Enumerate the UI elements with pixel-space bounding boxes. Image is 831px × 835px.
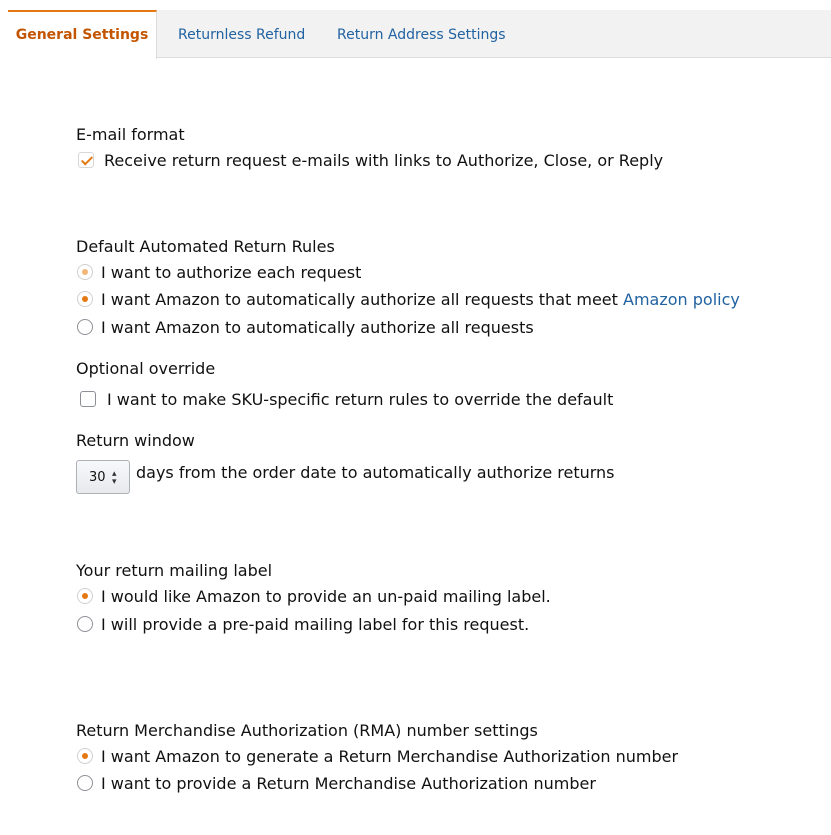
- sku-override-label: I want to make SKU-specific return rules to override the default: [107, 390, 614, 409]
- auto-authorize-all-radio[interactable]: [77, 319, 93, 335]
- sku-override-checkbox[interactable]: [80, 391, 96, 407]
- tab-return-address-settings[interactable]: Return Address Settings: [337, 27, 506, 43]
- auto-authorize-policy-text: I want Amazon to automatically authorize all requests that meet: [101, 290, 618, 309]
- unpaid-label-radio[interactable]: [77, 588, 93, 604]
- return-window-days-select[interactable]: [76, 460, 130, 494]
- email-links-label: Receive return request e-mails with links to Authorize, Close, or Reply: [104, 151, 664, 170]
- email-links-checkbox[interactable]: [78, 152, 94, 168]
- unpaid-label-label: I would like Amazon to provide an un-paid mailing label.: [101, 587, 551, 606]
- amazon-policy-link[interactable]: Amazon policy: [623, 290, 740, 309]
- return-window-days-value: 30: [89, 470, 106, 485]
- mailing-label-heading: Your return mailing label: [76, 561, 273, 580]
- rma-heading: Return Merchandise Authorization (RMA) number settings: [76, 721, 538, 740]
- rma-self-provide-label: I want to provide a Return Merchandise Authorization number: [101, 774, 596, 793]
- authorize-each-request-label: I want to authorize each request: [101, 263, 362, 282]
- select-arrows-icon: ▴ ▾: [112, 469, 117, 487]
- default-rules-heading: Default Automated Return Rules: [76, 237, 335, 256]
- auto-authorize-all-label: I want Amazon to automatically authorize all requests: [101, 318, 534, 337]
- rma-self-provide-radio[interactable]: [77, 775, 93, 791]
- rma-amazon-generate-label: I want Amazon to generate a Return Merchandise Authorization number: [101, 747, 679, 766]
- tab-returnless-refund[interactable]: Returnless Refund: [178, 27, 306, 43]
- authorize-each-request-radio[interactable]: [77, 264, 93, 280]
- tab-general-settings[interactable]: General Settings: [8, 10, 157, 59]
- auto-authorize-policy-radio[interactable]: [77, 291, 93, 307]
- return-window-suffix: days from the order date to automatically authorize returns: [136, 463, 615, 482]
- return-window-heading: Return window: [76, 431, 195, 450]
- prepaid-label-radio[interactable]: [77, 616, 93, 632]
- tab-bar: [8, 10, 831, 58]
- rma-amazon-generate-radio[interactable]: [77, 748, 93, 764]
- auto-authorize-policy-label: [101, 290, 740, 309]
- return-settings-page: [8, 10, 831, 835]
- email-format-heading: E-mail format: [76, 125, 185, 144]
- optional-override-heading: Optional override: [76, 359, 216, 378]
- prepaid-label-label: I will provide a pre-paid mailing label for this request.: [101, 615, 530, 634]
